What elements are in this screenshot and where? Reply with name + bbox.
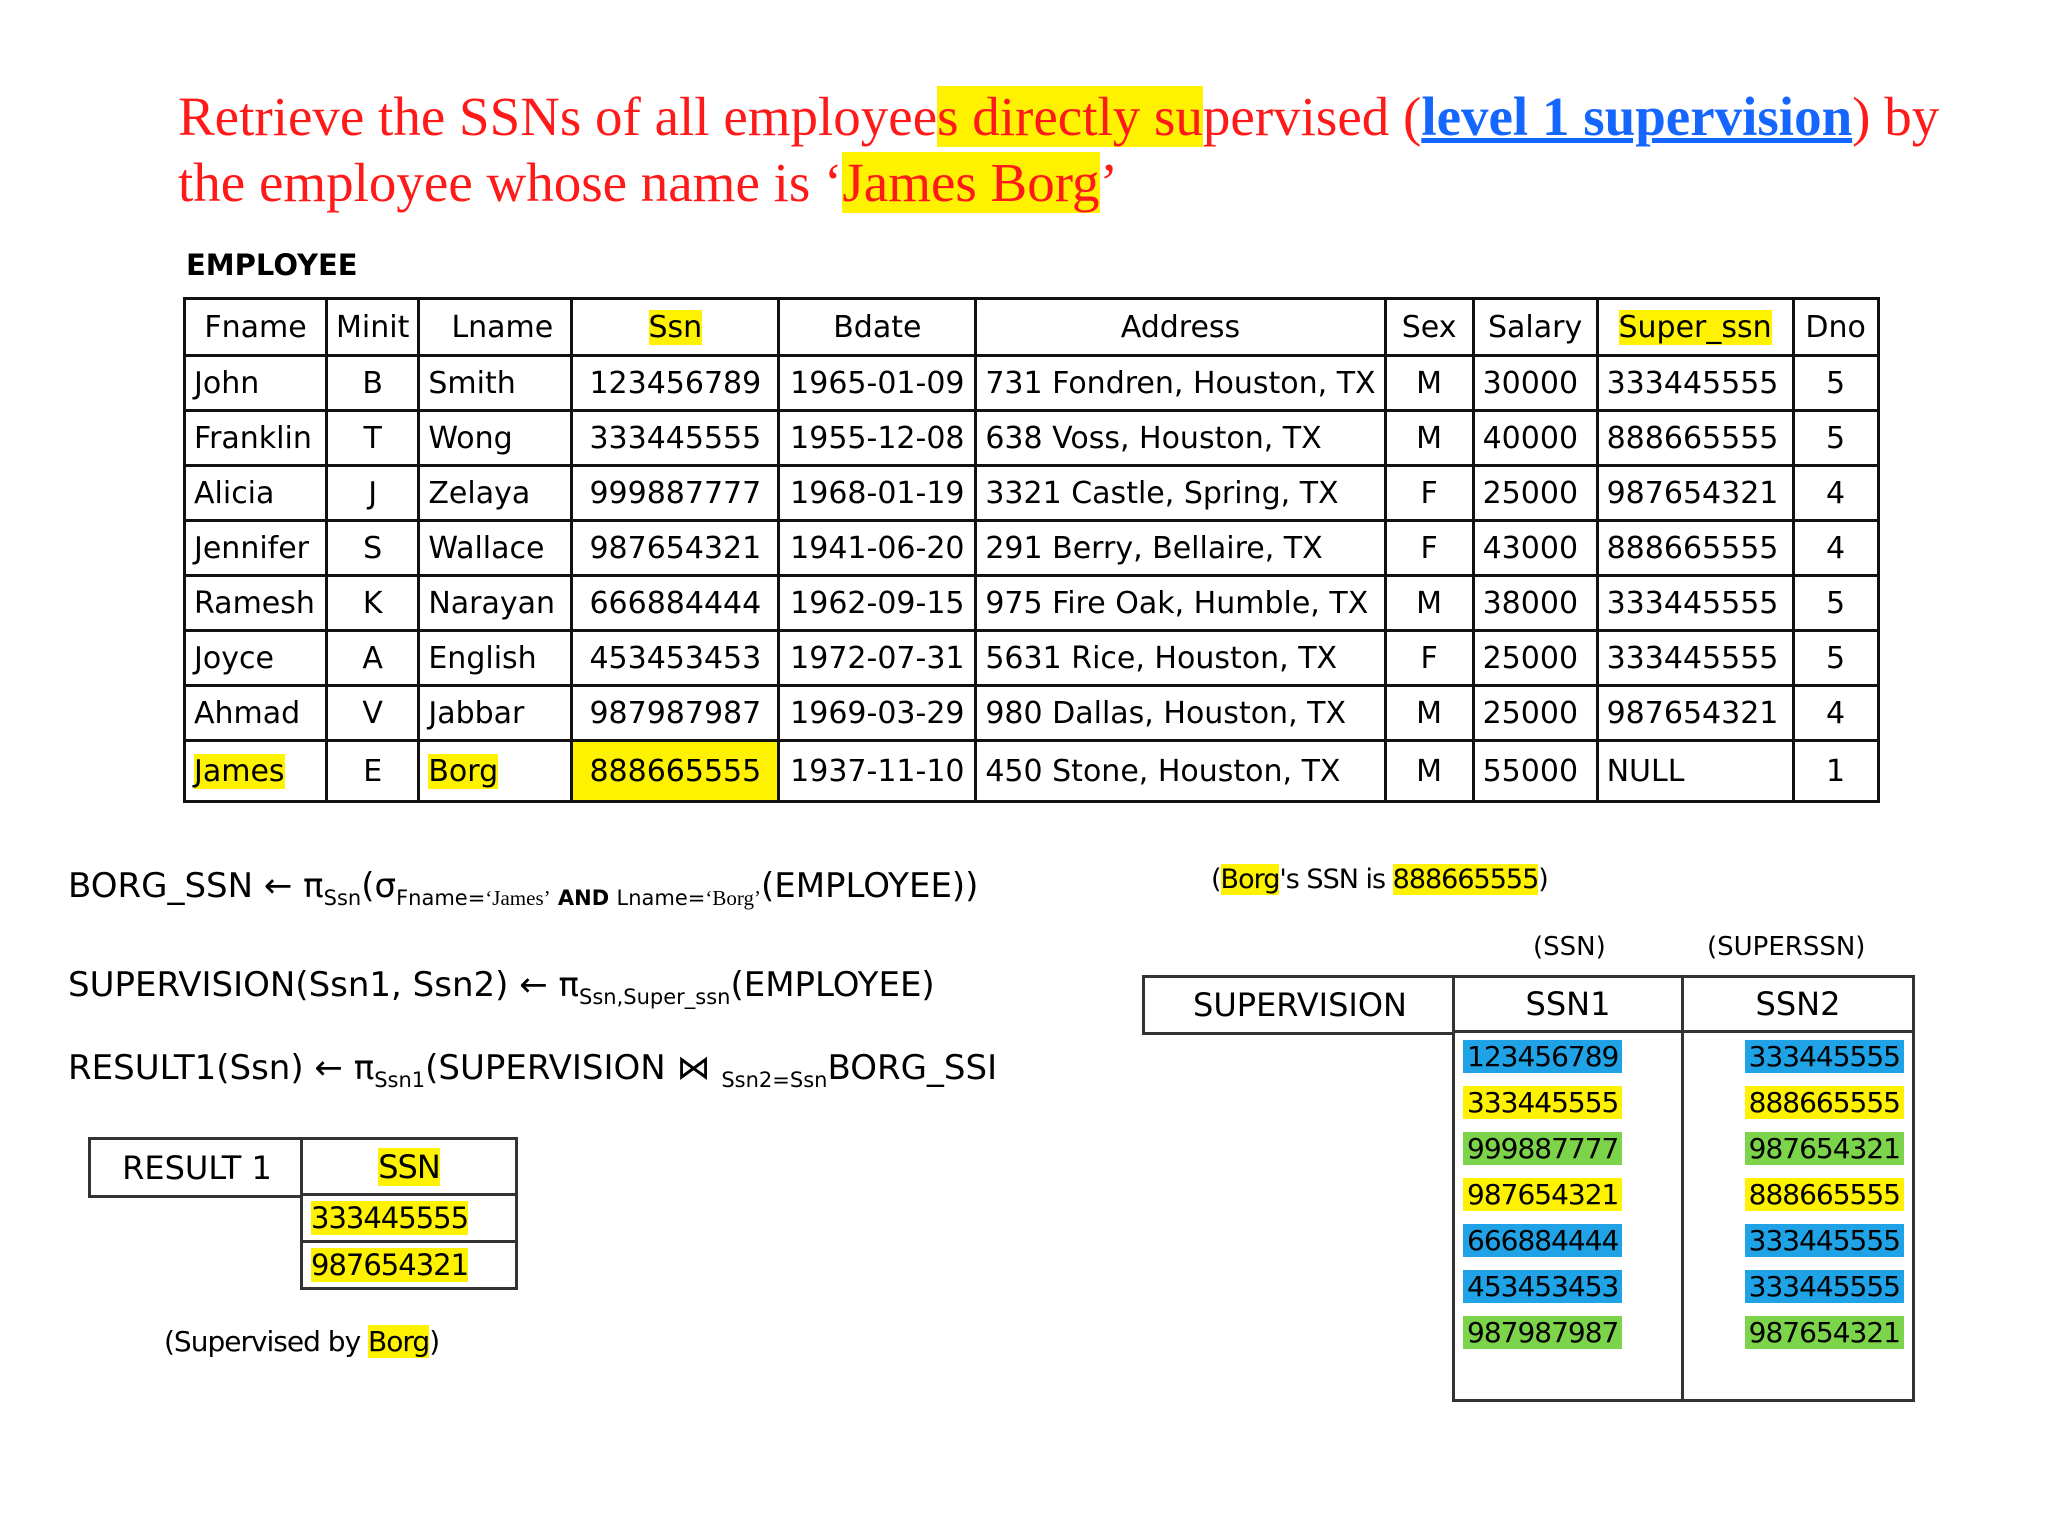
title-part3: pervised (	[1202, 86, 1422, 147]
cell-address: 731 Fondren, Houston, TX	[976, 356, 1385, 411]
cell-minit: E	[327, 741, 419, 802]
expr1-sub-ssn: Ssn	[323, 885, 362, 910]
borg-note-ssn: 888665555	[1392, 864, 1539, 895]
cell-ssn2-value: 333445555	[1745, 1040, 1904, 1073]
expr1-cond-lname: Lname=	[616, 885, 706, 910]
cell-minit: B	[327, 356, 419, 411]
col-sex: Sex	[1385, 299, 1473, 356]
expr1-cond-james: ‘James’	[485, 885, 551, 910]
col-ssn2: SSN2	[1683, 977, 1914, 1032]
cell-fname: Jennifer	[185, 521, 327, 576]
title-part5: ’	[1099, 152, 1118, 213]
cell-salary: 30000	[1473, 356, 1597, 411]
col-result-ssn-label: SSN	[378, 1147, 440, 1186]
table-row	[185, 521, 1879, 576]
cell-lname: English	[419, 631, 572, 686]
table-row	[302, 1242, 517, 1289]
cell-dno: 5	[1793, 411, 1878, 466]
employee-header-row	[185, 299, 1879, 356]
table-row	[1454, 1355, 1914, 1401]
cell-dno: 4	[1793, 686, 1878, 741]
level1-supervision-link[interactable]: level 1 supervision	[1421, 86, 1853, 147]
expr1-select: (σ	[361, 866, 397, 906]
expr1-cond-borg: ‘Borg’	[705, 885, 761, 910]
cell-ssn2	[1683, 1355, 1914, 1401]
cell-minit: J	[327, 466, 419, 521]
expr3-sub-ssn1: Ssn1	[374, 1067, 426, 1092]
cell-minit: A	[327, 631, 419, 686]
cell-address: 638 Voss, Houston, TX	[976, 411, 1385, 466]
cell-salary: 25000	[1473, 631, 1597, 686]
table-row	[1454, 1309, 1914, 1355]
cell-ssn2	[1683, 1309, 1914, 1355]
cell-address: 5631 Rice, Houston, TX	[976, 631, 1385, 686]
cell-sex: F	[1385, 466, 1473, 521]
cell-salary: 40000	[1473, 411, 1597, 466]
cell-sex: M	[1385, 741, 1473, 802]
cell-ssn2-value: 333445555	[1745, 1224, 1904, 1257]
borg-note-name: Borg	[1220, 864, 1280, 895]
cell-sex: M	[1385, 576, 1473, 631]
cell-ssn2	[1683, 1079, 1914, 1125]
cell-address: 450 Stone, Houston, TX	[976, 741, 1385, 802]
cell-ssn1-value: 999887777	[1463, 1132, 1622, 1165]
cell-salary: 43000	[1473, 521, 1597, 576]
cell-salary: 25000	[1473, 686, 1597, 741]
cell-lname	[419, 741, 572, 802]
supervision-relation-name: SUPERVISION	[1142, 975, 1455, 1035]
cell-fname: Franklin	[185, 411, 327, 466]
cell-dno: 5	[1793, 631, 1878, 686]
cell-lname: Jabbar	[419, 686, 572, 741]
cell-sex: M	[1385, 356, 1473, 411]
expr1-cond-fname: Fname=	[396, 885, 486, 910]
title-part4: ) by the employee whose name is ‘	[178, 86, 1940, 213]
title-part1: Retrieve the SSNs of all employee	[178, 86, 938, 147]
cell-minit: S	[327, 521, 419, 576]
cell-lname-highlight: Borg	[428, 753, 499, 789]
cell-minit: T	[327, 411, 419, 466]
cell-dno: 4	[1793, 466, 1878, 521]
supervision-header-row	[1454, 977, 1914, 1032]
cell-ssn: 453453453	[572, 631, 779, 686]
col-address: Address	[976, 299, 1385, 356]
cell-super-ssn: NULL	[1597, 741, 1793, 802]
table-row	[1454, 1171, 1914, 1217]
cell-dno: 5	[1793, 576, 1878, 631]
expr1-condition	[396, 886, 761, 910]
cell-result-ssn	[302, 1242, 517, 1289]
cell-ssn1	[1454, 1079, 1683, 1125]
expr2-sub: Ssn,Super_ssn	[578, 984, 731, 1009]
cell-fname: Ahmad	[185, 686, 327, 741]
cell-lname: Wallace	[419, 521, 572, 576]
cell-bdate: 1955-12-08	[779, 411, 976, 466]
cell-ssn: 987987987	[572, 686, 779, 741]
cell-dno: 4	[1793, 521, 1878, 576]
res-note-open: (Supervised by	[164, 1325, 369, 1358]
col-salary: Salary	[1473, 299, 1597, 356]
borg-ssn-note	[1211, 864, 1548, 895]
cell-lname: Smith	[419, 356, 572, 411]
cell-minit: V	[327, 686, 419, 741]
expr2-rhs: (EMPLOYEE)	[730, 965, 935, 1005]
expr3-rhs: BORG_SSI	[827, 1048, 998, 1088]
cell-ssn2-value: 333445555	[1745, 1270, 1904, 1303]
borg-note-text: 's SSN is	[1279, 864, 1393, 895]
cell-fname: John	[185, 356, 327, 411]
res-note-borg: Borg	[368, 1325, 430, 1358]
cell-ssn1-value: 123456789	[1463, 1040, 1622, 1073]
cell-address: 975 Fire Oak, Humble, TX	[976, 576, 1385, 631]
cell-super-ssn: 987654321	[1597, 686, 1793, 741]
cell-bdate: 1941-06-20	[779, 521, 976, 576]
cell-ssn2	[1683, 1125, 1914, 1171]
employee-caption: EMPLOYEE	[186, 248, 358, 282]
table-row	[185, 741, 1879, 802]
employee-table	[183, 297, 1880, 803]
table-row	[1454, 1125, 1914, 1171]
cell-ssn1-value: 987987987	[1463, 1316, 1622, 1349]
col-lname: Lname	[419, 299, 572, 356]
supervision-table	[1452, 975, 1915, 1402]
cell-bdate: 1965-01-09	[779, 356, 976, 411]
table-row	[1454, 1217, 1914, 1263]
res-note-close: )	[429, 1325, 440, 1358]
result1-relation-name: RESULT 1	[88, 1137, 303, 1198]
supervision-expression	[68, 965, 935, 1009]
borg-note-open: (	[1211, 864, 1221, 895]
cell-lname: Zelaya	[419, 466, 572, 521]
title-highlight-name: James Borg	[842, 152, 1100, 213]
question-title	[178, 84, 1978, 216]
cell-fname	[185, 741, 327, 802]
cell-ssn1	[1454, 1309, 1683, 1355]
cell-ssn1-value: 453453453	[1463, 1270, 1622, 1303]
cell-bdate: 1968-01-19	[779, 466, 976, 521]
col-minit: Minit	[327, 299, 419, 356]
cell-minit: K	[327, 576, 419, 631]
table-row	[302, 1195, 517, 1242]
cell-result-ssn	[302, 1195, 517, 1242]
col-result-ssn	[302, 1139, 517, 1195]
expr1-cond-and: AND	[550, 885, 617, 910]
cell-ssn: 333445555	[572, 411, 779, 466]
cell-ssn1	[1454, 1217, 1683, 1263]
cell-ssn2	[1683, 1217, 1914, 1263]
expr3-lhs: RESULT1(Ssn) ← π	[68, 1048, 375, 1088]
cell-fname: Alicia	[185, 466, 327, 521]
cell-ssn1	[1454, 1125, 1683, 1171]
expr3-join: (SUPERVISION ⋈	[425, 1048, 722, 1088]
cell-sex: F	[1385, 631, 1473, 686]
cell-bdate: 1969-03-29	[779, 686, 976, 741]
col-fname: Fname	[185, 299, 327, 356]
table-row	[185, 466, 1879, 521]
cell-ssn: 666884444	[572, 576, 779, 631]
col-dno: Dno	[1793, 299, 1878, 356]
expr1-rhs: (EMPLOYEE))	[760, 866, 979, 906]
col-super-ssn-label: Super_ssn	[1618, 309, 1772, 345]
cell-fname-highlight: James	[194, 753, 285, 789]
cell-dno: 1	[1793, 741, 1878, 802]
cell-bdate: 1962-09-15	[779, 576, 976, 631]
cell-sex: F	[1385, 521, 1473, 576]
cell-ssn: 123456789	[572, 356, 779, 411]
col-super-ssn	[1597, 299, 1793, 356]
supervised-by-note	[164, 1325, 439, 1358]
table-row	[185, 356, 1879, 411]
cell-salary: 25000	[1473, 466, 1597, 521]
cell-ssn: 987654321	[572, 521, 779, 576]
borg-ssn-expression	[68, 866, 978, 911]
cell-ssn2	[1683, 1032, 1914, 1080]
cell-fname: Ramesh	[185, 576, 327, 631]
table-row	[1454, 1079, 1914, 1125]
cell-salary: 38000	[1473, 576, 1597, 631]
cell-ssn1-value: 666884444	[1463, 1224, 1622, 1257]
cell-ssn2	[1683, 1263, 1914, 1309]
cell-sex: M	[1385, 411, 1473, 466]
cell-ssn2	[1683, 1171, 1914, 1217]
cell-ssn: 999887777	[572, 466, 779, 521]
cell-ssn1	[1454, 1032, 1683, 1080]
cell-ssn1	[1454, 1263, 1683, 1309]
table-row	[185, 631, 1879, 686]
cell-fname: Joyce	[185, 631, 327, 686]
cell-ssn1-value: 333445555	[1463, 1086, 1622, 1119]
table-row	[185, 411, 1879, 466]
cell-super-ssn: 333445555	[1597, 356, 1793, 411]
supervision-heading-ssn: (SSN)	[1533, 932, 1606, 962]
cell-ssn1	[1454, 1355, 1683, 1401]
cell-lname: Narayan	[419, 576, 572, 631]
cell-sex: M	[1385, 686, 1473, 741]
cell-super-ssn: 333445555	[1597, 576, 1793, 631]
cell-ssn2-value: 888665555	[1745, 1178, 1904, 1211]
col-ssn1: SSN1	[1454, 977, 1683, 1032]
cell-address: 3321 Castle, Spring, TX	[976, 466, 1385, 521]
result1-table	[300, 1137, 518, 1290]
cell-result-ssn-value: 333445555	[311, 1201, 469, 1235]
result1-expression	[68, 1048, 997, 1092]
cell-ssn1-value: 987654321	[1463, 1178, 1622, 1211]
cell-bdate: 1972-07-31	[779, 631, 976, 686]
cell-result-ssn-value: 987654321	[311, 1248, 469, 1282]
table-row	[1454, 1263, 1914, 1309]
table-row	[1454, 1032, 1914, 1080]
cell-super-ssn: 333445555	[1597, 631, 1793, 686]
borg-note-close: )	[1538, 864, 1548, 895]
col-bdate: Bdate	[779, 299, 976, 356]
title-highlight-directly: s directly su	[937, 86, 1203, 147]
table-row	[185, 686, 1879, 741]
col-ssn-label: Ssn	[648, 309, 703, 345]
cell-address: 980 Dallas, Houston, TX	[976, 686, 1385, 741]
cell-dno: 5	[1793, 356, 1878, 411]
cell-lname: Wong	[419, 411, 572, 466]
expr2-lhs: SUPERVISION(Ssn1, Ssn2) ← π	[68, 965, 579, 1005]
cell-super-ssn: 987654321	[1597, 466, 1793, 521]
cell-ssn2-value: 987654321	[1745, 1316, 1904, 1349]
expr3-join-condition: Ssn2=Ssn	[721, 1067, 828, 1092]
col-ssn	[572, 299, 779, 356]
result1-header-row	[302, 1139, 517, 1195]
expr1-lhs: BORG_SSN ← π	[68, 866, 324, 906]
cell-ssn2-value: 888665555	[1745, 1086, 1904, 1119]
cell-ssn1	[1454, 1171, 1683, 1217]
supervision-heading-superssn: (SUPERSSN)	[1707, 932, 1866, 962]
cell-ssn2-value: 987654321	[1745, 1132, 1904, 1165]
cell-super-ssn: 888665555	[1597, 521, 1793, 576]
table-row	[185, 576, 1879, 631]
cell-super-ssn: 888665555	[1597, 411, 1793, 466]
cell-bdate: 1937-11-10	[779, 741, 976, 802]
cell-ssn: 888665555	[572, 741, 779, 802]
cell-salary: 55000	[1473, 741, 1597, 802]
cell-address: 291 Berry, Bellaire, TX	[976, 521, 1385, 576]
